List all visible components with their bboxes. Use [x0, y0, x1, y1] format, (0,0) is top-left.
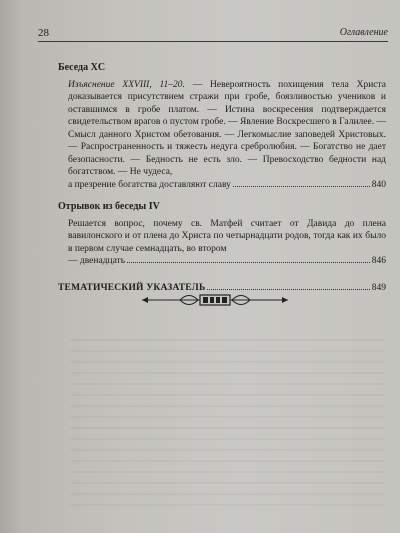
page-header	[38, 27, 388, 42]
page-number: 28	[38, 27, 49, 39]
entry-text: — Невероятность похищения тела Христа доказывается присутствием стражи при гробе, боязливостью учеников и оставшимся в гробе платом. — Истина воскресения подтверждается свидетельством врагов о пустом гробе. — Явление Воскресшего в Галилее. — Смысл данного Христом обетования. — Легкомыслие заповедей Христовых. — Распространенность и тяжесть недуга сребролюбия. — Богатство не дает безопасности. — Бедность не есть зло. — Превосходство бедности над богатством. — Не чудеса,	[68, 79, 386, 177]
dot-leader	[207, 289, 369, 290]
dot-leader	[233, 186, 370, 187]
dot-leader	[127, 262, 370, 263]
index-label: ТЕМАТИЧЕСКИЙ УКАЗАТЕЛЬ	[58, 282, 206, 293]
entry-text-end: а презрение богатства доставляют славу	[68, 179, 231, 190]
section-title: Беседа XC	[58, 62, 106, 73]
show-through-texture	[70, 330, 384, 513]
running-title: Оглавление	[339, 27, 388, 38]
toc-entry	[58, 79, 386, 192]
entry-page-number: 840	[371, 179, 386, 190]
section-title: Отрывок из беседы IV	[58, 201, 160, 212]
toc-content	[58, 62, 386, 294]
entry-text-end: — двенадцать	[68, 256, 126, 266]
scripture-reference: Изъяснение XXVIII, 11–20.	[68, 79, 185, 90]
index-page-number: 849	[371, 282, 386, 293]
entry-last-line	[68, 255, 386, 268]
entry-last-line	[68, 179, 386, 192]
toc-entry	[58, 218, 386, 268]
entry-text: Решается вопрос, почему св. Матфей считает от Давида до плена вавилонского и от плена до Христа по четырнадцати родов, тогда как их было в первом случае семнадцать, во втором	[68, 218, 386, 254]
entry-page-number: 846	[371, 256, 386, 266]
decorative-ornament-icon	[140, 292, 290, 308]
